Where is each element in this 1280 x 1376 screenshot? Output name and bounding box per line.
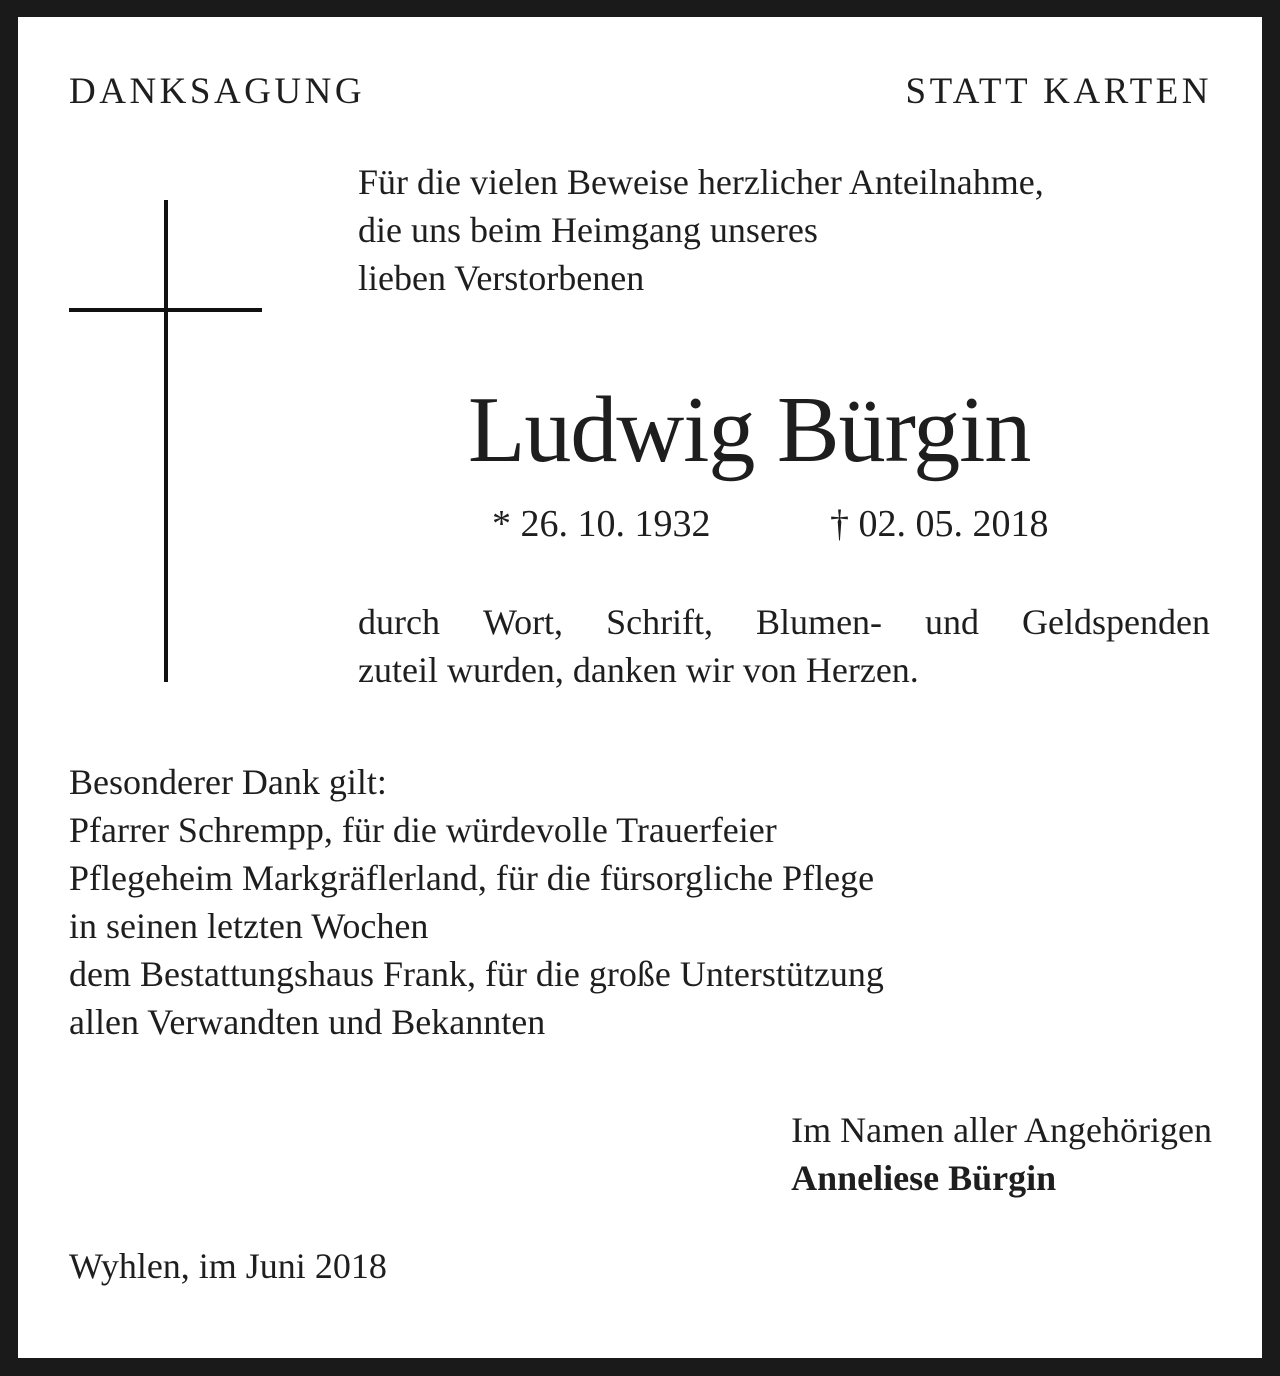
intro-line-1: Für die vielen Beweise herzlicher Anteilnahme,	[358, 162, 1044, 202]
heading-statt-karten: STATT KARTEN	[905, 71, 1212, 112]
intro-text	[358, 158, 1044, 302]
birth-date: * 26. 10. 1932	[492, 503, 711, 545]
place-date: Wyhlen, im Juni 2018	[69, 1246, 387, 1286]
deceased-name: Ludwig Bürgin	[468, 378, 1031, 482]
thanks-word: Blumen-	[756, 602, 883, 642]
cross-icon-bar	[69, 308, 262, 312]
special-thanks-line: allen Verwandten und Bekannten	[69, 1002, 546, 1042]
thanks-text	[358, 598, 1210, 694]
thanks-word: Geldspenden	[1022, 602, 1210, 642]
special-thanks-line: Pfarrer Schrempp, für die würdevolle Trauerfeier	[69, 810, 777, 850]
intro-line-2: die uns beim Heimgang unseres	[358, 210, 818, 250]
signature-name: Anneliese Bürgin	[791, 1158, 1057, 1198]
signature-block	[791, 1106, 1212, 1202]
thanks-word: Wort,	[482, 602, 564, 642]
signature-line: Im Namen aller Angehörigen	[791, 1110, 1212, 1150]
thanks-line-1	[358, 598, 1210, 646]
special-thanks	[69, 758, 884, 1046]
death-date: † 02. 05. 2018	[830, 503, 1049, 545]
special-thanks-line: in seinen letzten Wochen	[69, 906, 429, 946]
intro-line-3: lieben Verstorbenen	[358, 258, 645, 298]
special-thanks-line: Pflegeheim Markgräflerland, für die fürsorgliche Pflege	[69, 858, 875, 898]
thanks-word: Schrift,	[606, 602, 714, 642]
thanks-word: durch	[358, 602, 440, 642]
thanks-word: und	[925, 602, 980, 642]
special-thanks-line: dem Bestattungshaus Frank, für die große Unterstützung	[69, 954, 884, 994]
special-thanks-heading: Besonderer Dank gilt:	[69, 762, 387, 802]
heading-danksagung: DANKSAGUNG	[69, 71, 366, 112]
thanks-line-2: zuteil wurden, danken wir von Herzen.	[358, 650, 919, 690]
cross-icon	[164, 200, 168, 682]
